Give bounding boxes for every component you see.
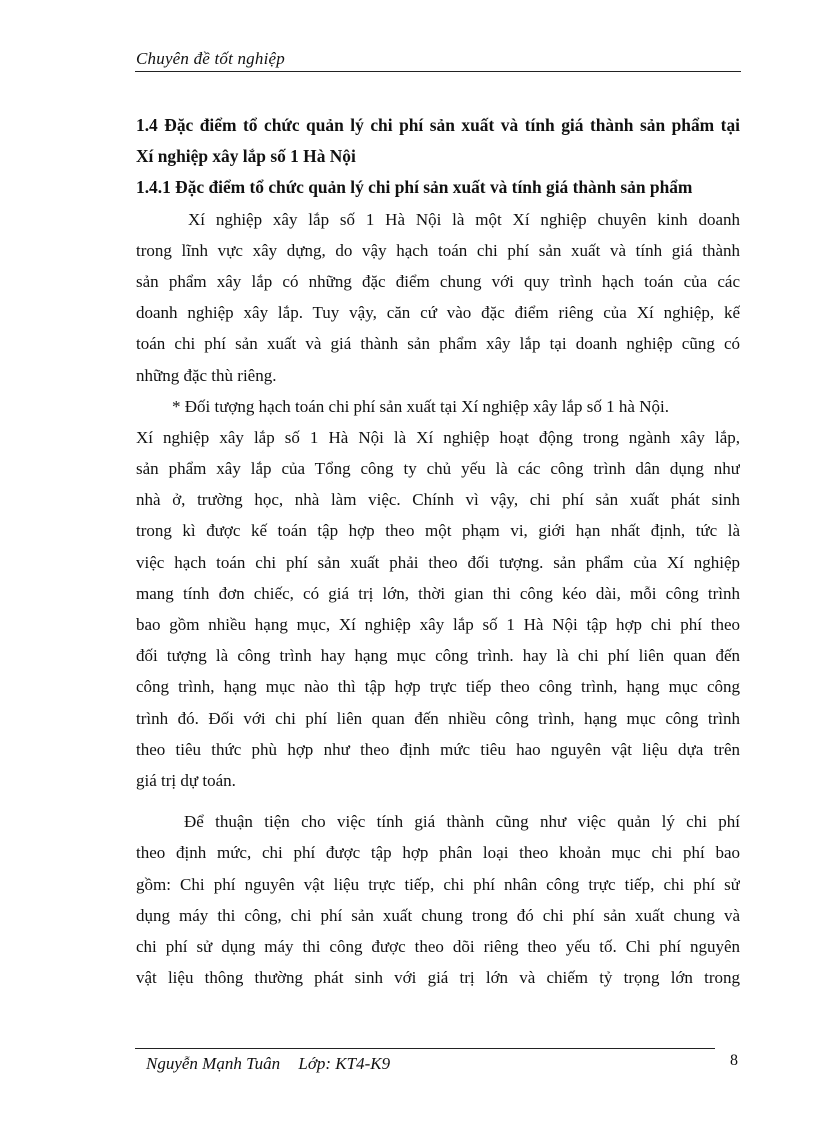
document-body bbox=[136, 110, 740, 993]
text-line: chi phí sử dụng máy thi công được theo dõi riêng theo yếu tố. Chi phí nguyên bbox=[136, 936, 740, 956]
subsection-heading: 1.4.1 Đặc điểm tổ chức quản lý chi phí sản xuất và tính giá thành sản phẩm bbox=[136, 177, 693, 198]
text-line: nhà ở, trường học, nhà làm việc. Chính vì vậy, chi phí sản xuất phát sinh bbox=[136, 490, 740, 510]
section-heading-line-2: Xí nghiệp xây lắp số 1 Hà Nội bbox=[136, 146, 356, 167]
page-number: 8 bbox=[730, 1052, 738, 1069]
text-line: sản phẩm xây lắp của Tổng công ty chủ yếu là các công trình dân dụng như bbox=[136, 459, 740, 479]
text-line: trong lĩnh vực xây dựng, do vậy hạch toán chi phí sản xuất và tính giá thành bbox=[136, 240, 740, 260]
footer-class: Lớp: KT4-K9 bbox=[298, 1054, 391, 1073]
text-line: sản phẩm xây lắp có những đặc điểm chung với quy trình hạch toán của các bbox=[136, 271, 740, 291]
text-line: những đặc thù riêng. bbox=[136, 365, 277, 385]
text-line: giá trị dự toán. bbox=[136, 770, 236, 790]
footer-author: Nguyễn Mạnh Tuân bbox=[146, 1054, 281, 1073]
running-footer bbox=[146, 1054, 404, 1074]
paragraph-1 bbox=[136, 204, 740, 391]
paragraph-spacer bbox=[136, 796, 740, 806]
text-line: theo định mức, chi phí được tập hợp phân loại theo khoản mục chi phí bao bbox=[136, 843, 740, 863]
running-header: Chuyên đề tốt nghiệp bbox=[136, 49, 285, 68]
text-line: vật liệu thông thường phát sinh với giá trị lớn và chiếm tỷ trọng lớn trong bbox=[136, 968, 740, 988]
text-line: * Đối tượng hạch toán chi phí sản xuất tại Xí nghiệp xây lắp số 1 hà Nội. bbox=[172, 396, 669, 416]
footer-divider bbox=[135, 1048, 715, 1049]
text-line: mang tính đơn chiếc, có giá trị lớn, thời gian thi công kéo dài, mỗi công trình bbox=[136, 583, 740, 603]
text-line: dụng máy thi công, chi phí sản xuất chung trong đó chi phí sản xuất chung và bbox=[136, 905, 740, 925]
paragraph-3 bbox=[136, 806, 740, 993]
text-line: bao gồm nhiều hạng mục, Xí nghiệp xây lắp số 1 Hà Nội tập hợp chi phí theo bbox=[136, 615, 740, 634]
text-line: gồm: Chi phí nguyên vật liệu trực tiếp, chi phí nhân công trực tiếp, chi phí sử bbox=[136, 874, 740, 894]
text-line: Để thuận tiện cho việc tính giá thành cũng như việc quản lý chi phí bbox=[184, 812, 740, 832]
text-line: đối tượng là công trình hay hạng mục công trình. hay là chi phí liên quan đến bbox=[136, 646, 740, 666]
text-line: doanh nghiệp xây lắp. Tuy vậy, căn cứ vào đặc điểm riêng của Xí nghiệp, kế bbox=[136, 303, 740, 323]
text-line: Xí nghiệp xây lắp số 1 Hà Nội là Xí nghiệp hoạt động trong ngành xây lắp, bbox=[136, 427, 740, 447]
text-line: Xí nghiệp xây lắp số 1 Hà Nội là một Xí nghiệp chuyên kinh doanh bbox=[188, 209, 740, 229]
text-line: trong kì được kế toán tập hợp theo một phạm vi, giới hạn nhất định, tức là bbox=[136, 521, 740, 541]
text-line: công trình, hạng mục nào thì tập hợp trực tiếp theo công trình, hạng mục công bbox=[136, 677, 740, 697]
section-heading-line-1: 1.4 Đặc điểm tổ chức quản lý chi phí sản xuất và tính giá thành sản phẩm tại bbox=[136, 115, 740, 135]
text-line: toán chi phí sản xuất và giá thành sản phẩm xây lắp tại doanh nghiệp cũng có bbox=[136, 334, 740, 354]
text-line: theo tiêu thức phù hợp như theo định mức tiêu hao nguyên vật liệu dựa trên bbox=[136, 739, 740, 759]
text-line: việc hạch toán chi phí sản xuất phải theo đối tượng. sản phẩm của Xí nghiệp bbox=[136, 552, 740, 572]
paragraph-2 bbox=[136, 391, 740, 796]
header-divider bbox=[135, 71, 741, 72]
text-line: trình đó. Đối với chi phí liên quan đến nhiều công trình, hạng mục công trình bbox=[136, 708, 740, 728]
